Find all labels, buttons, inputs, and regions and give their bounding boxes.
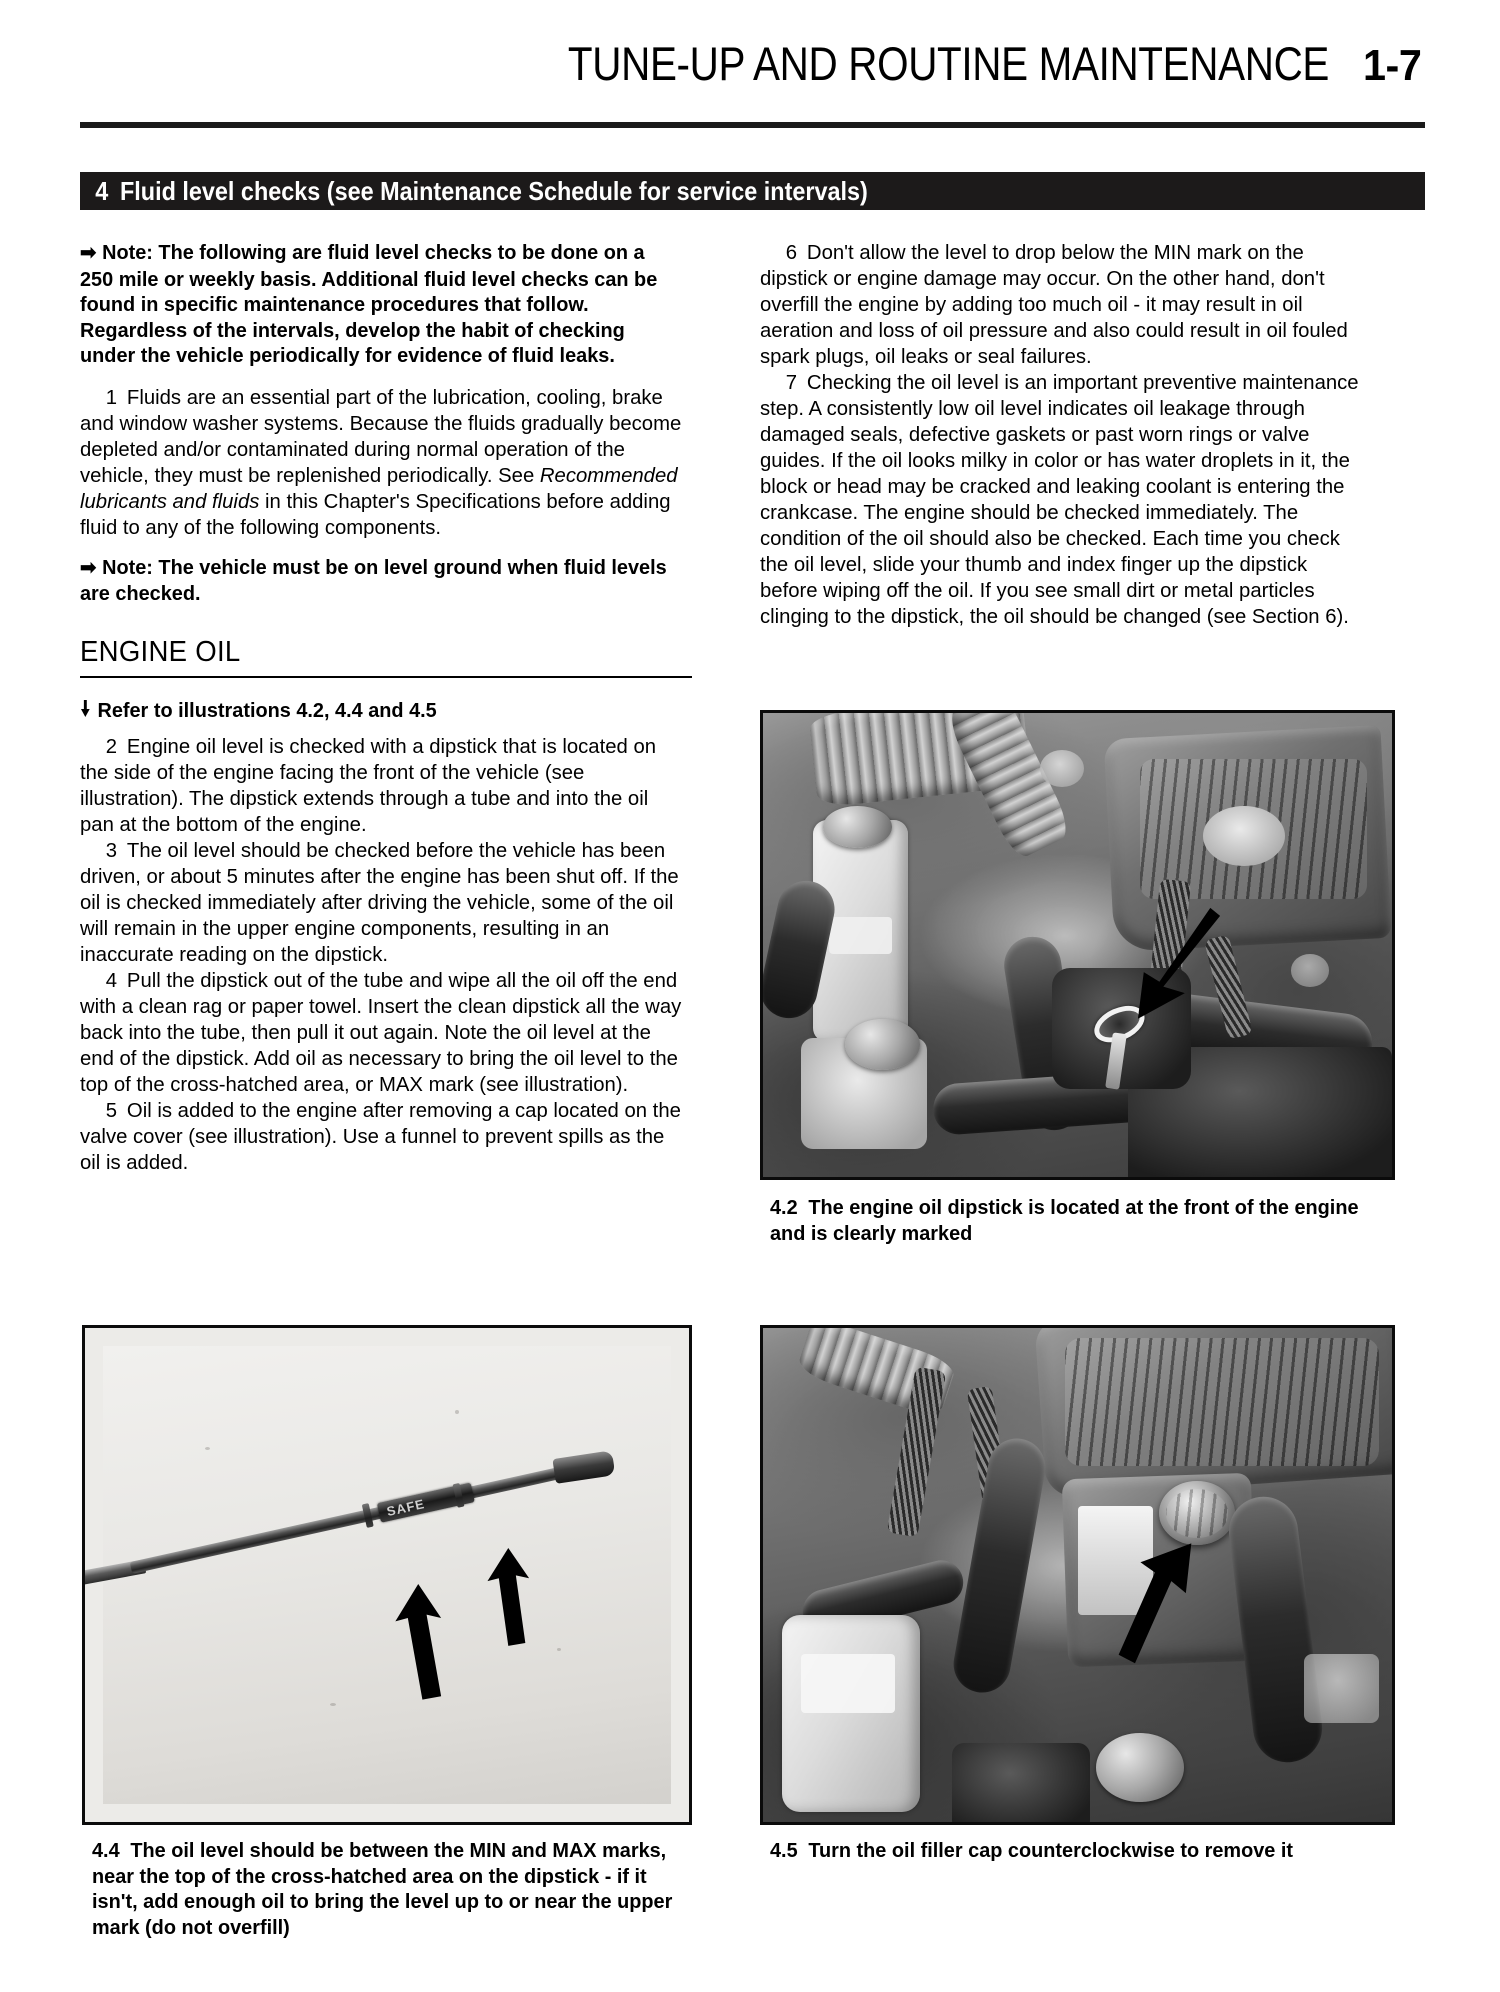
note-block-1 — [80, 240, 674, 369]
dipstick-photo — [103, 1346, 671, 1804]
left-column — [80, 240, 692, 1176]
dipstick-safe-label: SAFE — [385, 1495, 427, 1519]
figure-4-2-number: 4.2 — [770, 1196, 798, 1219]
paragraph-4-text: Pull the dipstick out of the tube and wipe all the oil off the end with a clean rag or paper towel. Insert the clean dipstick all the way back into the tube, then pull it out again. Note the oil level at the end of the dipstick. Add oil as necessary to bring the oil level to the top of the cross-hatched area, or MAX mark (see illustration). — [80, 969, 682, 1097]
plenum-ribs — [1065, 1338, 1380, 1466]
paragraph-1-text-b: in this Chapter's Specifications before adding fluid to any of the following components. — [80, 489, 671, 539]
refer-text: Refer to illustrations 4.2, 4.4 and 4.5 — [97, 699, 437, 723]
figure-4-4-caption — [92, 1838, 674, 1940]
figure-4-4-caption-box — [92, 1838, 692, 1940]
subheading-rule — [80, 676, 692, 679]
callout-arrow-max — [478, 1548, 535, 1649]
figure-4-5-frame — [760, 1325, 1395, 1825]
refer-to-illustrations — [80, 698, 674, 724]
lower-bracket — [952, 1743, 1090, 1825]
page-title: TUNE-UP AND ROUTINE MAINTENANCE — [567, 37, 1329, 90]
paragraph-5-text: Oil is added to the engine after removing a cap located on the valve cover (see illustration). Use a funnel to prevent spills as the oil is added. — [80, 1099, 681, 1175]
paragraph-3-text: The oil level should be checked before the vehicle has been driven, or about 5 minutes after the engine has been shut off. If the oil is checked immediately after driving the vehicle, some of the oil will remain in the upper engine components, resulting in an inaccurate reading on the dipstick. — [80, 839, 679, 967]
section-number: 4 — [95, 176, 109, 206]
highlight-2 — [1291, 954, 1329, 986]
paragraph-2-number: 2 — [105, 735, 118, 759]
paragraph-3 — [80, 838, 686, 968]
paragraph-6-text: Don't allow the level to drop below the MIN mark on the dipstick or engine damage may occur. On the other hand, don't overfill the engine by adding too much oil - it may result in oil aeration and loss of oil pressure and also could result in oil fouled spark plugs, oil leaks or seal failures. — [760, 241, 1348, 368]
figure-4-4 — [82, 1325, 692, 1825]
figure-4-5-caption-text: Turn the oil filler cap counterclockwise to remove it — [808, 1839, 1294, 1862]
paragraph-7 — [760, 370, 1366, 630]
reservoir-wiper-symbol — [829, 917, 892, 954]
header-divider-rule — [80, 122, 1425, 128]
paragraph-6-number: 6 — [785, 241, 798, 264]
washer-fluid-reservoir — [782, 1615, 920, 1813]
page-number: 1-7 — [1362, 41, 1422, 90]
paper-speck — [330, 1703, 336, 1706]
paragraph-5-number: 5 — [105, 1099, 118, 1123]
paragraph-2-text: Engine oil level is checked with a dipstick that is located on the side of the engine facing the front of the vehicle (see illustration). The dipstick extends through a tube and into the oil pan at the bottom of the engine. — [80, 735, 657, 837]
paper-speck — [455, 1410, 459, 1414]
paragraph-1 — [80, 385, 686, 541]
paper-speck — [557, 1648, 561, 1651]
callout-arrow-min — [387, 1584, 449, 1703]
refer-pointer-icon — [80, 699, 91, 724]
paragraph-3-number: 3 — [105, 839, 118, 863]
figure-4-2-caption-text: The engine oil dipstick is located at the front of the engine and is clearly marked — [770, 1196, 1359, 1245]
callout-arrow-dipstick — [1134, 903, 1222, 1024]
figure-4-2-caption — [770, 1195, 1371, 1246]
paragraph-4 — [80, 968, 686, 1098]
figure-4-2-caption-box — [770, 1195, 1390, 1246]
cover-boss — [1203, 806, 1285, 866]
figure-4-2-frame — [760, 710, 1395, 1180]
figure-4-4-caption-text: The oil level should be between the MIN and MAX marks, near the top of the cross-hatched area on the dipstick - if it isn't, add enough oil to bring the level up to or near the upper mark (do not overfill) — [92, 1839, 673, 1939]
washer-fluid-symbol — [801, 1654, 895, 1713]
section-title: Fluid level checks (see Maintenance Schedule for service intervals) — [120, 176, 869, 206]
subheading-engine-oil: ENGINE OIL — [80, 635, 241, 668]
paragraph-1-text-a: Fluids are an essential part of the lubrication, cooling, brake and window washer systems. Because the fluids gradually become depleted and/or contaminated during normal operation of the vehicle, they must be replenished periodically. See — [80, 385, 682, 487]
section-heading-bar — [80, 172, 1425, 210]
figure-4-2 — [760, 710, 1395, 1180]
paragraph-5 — [80, 1098, 686, 1176]
page-header — [80, 37, 1425, 112]
callout-arrow-filler-cap — [1115, 1540, 1197, 1668]
right-column — [760, 240, 1372, 630]
figure-4-4-number: 4.4 — [92, 1839, 120, 1862]
note-arrow-icon-2: ➡ — [80, 556, 95, 579]
paragraph-6 — [760, 240, 1366, 370]
note-1-text: Note: The following are fluid level checks to be done on a 250 mile or weekly basis. Additional fluid level checks can be found in specific maintenance procedures that follow. Regardless of the intervals, develop the habit of checking under the vehicle periodically for evidence of fluid leaks. — [80, 241, 658, 367]
note-arrow-icon: ➡ — [80, 242, 95, 264]
paragraph-7-number: 7 — [785, 371, 798, 394]
dipstick — [129, 1451, 611, 1578]
figure-4-5-number: 4.5 — [770, 1839, 798, 1862]
dipstick-handle — [553, 1450, 616, 1484]
master-cylinder-cap — [845, 1019, 920, 1070]
highlight-1 — [1040, 750, 1084, 787]
reservoir-cap — [823, 806, 892, 848]
figure-4-4-frame — [82, 1325, 692, 1825]
paragraph-4-number: 4 — [105, 969, 118, 993]
note-2-text: Note: The vehicle must be on level ground when fluid levels are checked. — [80, 555, 667, 605]
figure-4-5-caption — [770, 1838, 1371, 1864]
paragraph-2 — [80, 734, 686, 838]
note-block-2 — [80, 555, 674, 607]
paragraph-1-number: 1 — [105, 385, 118, 409]
paragraph-7-text: Checking the oil level is an important preventive maintenance step. A consistently low oil level indicates oil leakage through damaged seals, defective gaskets or past worn rings or valve guides. If the oil looks milky in color or has water droplets in it, the block or head may be cracked and leaking coolant is entering the crankcase. The engine should be checked immediately. The condition of the oil should also be checked. Each time you check the oil level, slide your thumb and index finger up the dipstick before wiping off the oil. If you see small dirt or metal particles clinging to the dipstick, the oil should be changed (see Section 6). — [760, 371, 1359, 628]
figure-4-5 — [760, 1325, 1395, 1825]
bright-component — [1304, 1654, 1379, 1723]
paper-speck — [205, 1447, 210, 1450]
oil-filler-cap-knurling — [1166, 1489, 1229, 1538]
paragraph-1-italic-reference: Recommended lubricants and fluids — [80, 463, 678, 513]
figure-4-5-caption-box — [770, 1838, 1390, 1864]
